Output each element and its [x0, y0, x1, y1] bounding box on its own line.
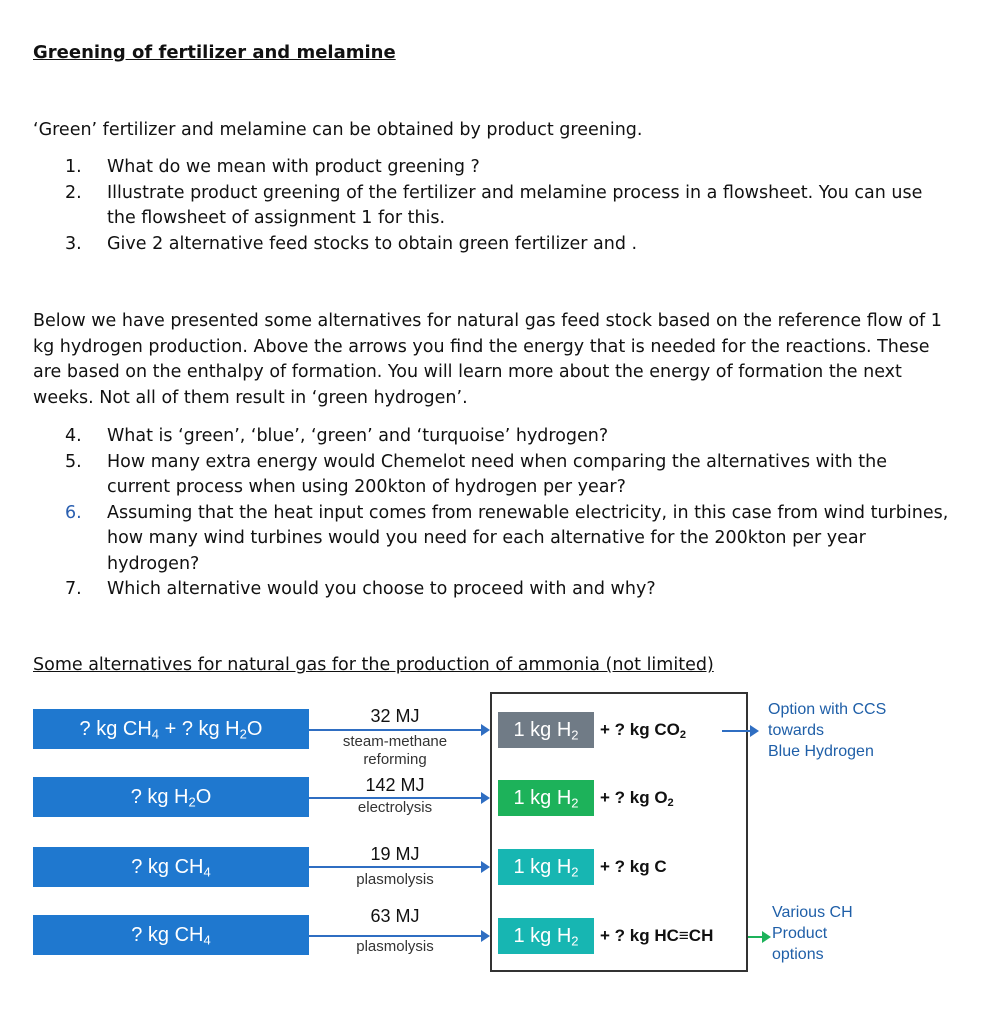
question-number: 3. [65, 233, 82, 254]
note-line: Option with CCS [768, 701, 887, 718]
hydrogen-tile [498, 712, 594, 748]
products-note [772, 902, 853, 965]
byproduct-text: + ? kg $CO_2$ [600, 720, 686, 741]
arrow-head-icon [481, 792, 490, 804]
hydrogen-label: 1 kg $H_2$ [513, 924, 579, 948]
hydrogen-label: 1 kg $H_2$ [513, 855, 579, 879]
feed-bar [33, 847, 309, 887]
hydrogen-label: 1 kg $H_2$ [513, 718, 579, 742]
byproduct-text: + ? kg C [600, 857, 667, 876]
process-label: plasmolysis [356, 871, 434, 888]
question-text: What do we mean with product greening ? [107, 157, 480, 177]
question-number: 6. [65, 502, 82, 523]
question-number: 2. [65, 182, 82, 203]
product-arrow-line [748, 936, 762, 938]
arrow-head-icon [750, 725, 759, 737]
feed-bar [33, 915, 309, 955]
note-line: Blue Hydrogen [768, 743, 874, 760]
note-line: Various CH [772, 904, 853, 921]
arrow-head-icon [481, 861, 490, 873]
note-line: options [772, 946, 824, 963]
question-text: What is ‘green’, ‘blue’, ‘green’ and ‘turquoise’ hydrogen? [107, 426, 609, 446]
question-text: Give 2 alternative feed stocks to obtain green fertilizer and . [107, 233, 638, 254]
alternatives-paragraph: Below we have presented some alternatives for natural gas feed stock based on the reference flow of 1 kg hydrogen production. Above the arrows you find the energy that is needed for the reactions. These are based on the enthalpy of formation. You will learn more about the energy of formation the next weeks. Not all of them result in ‘green hydrogen’. [33, 311, 942, 408]
flow-arrow-line [309, 729, 481, 731]
byproduct-label [600, 926, 713, 946]
note-line: Product [772, 925, 828, 942]
byproduct-text: + ? kg $O_2$ [600, 788, 674, 809]
intro-paragraph: ‘Green’ fertilizer and melamine can be obtained by product greening. [33, 120, 643, 140]
note-line: towards [768, 722, 825, 739]
feed-bar [33, 709, 309, 749]
feed-bar [33, 777, 309, 817]
feed-label: ? kg $CH_4$ + ? kg $H_2O$ [79, 717, 263, 741]
energy-label: 63 MJ [370, 906, 420, 926]
flow-arrow-line [309, 866, 481, 868]
process-label: steam-methane reforming [342, 733, 448, 768]
byproduct-label [600, 788, 674, 808]
process-label: plasmolysis [356, 938, 434, 955]
byproduct-text: + ? kg HC≡CH [600, 926, 714, 945]
hydrogen-label: 1 kg $H_2$ [513, 786, 579, 810]
question-number: 4. [65, 426, 82, 446]
page-title: Greening of fertilizer and melamine [33, 42, 396, 63]
question-number: 5. [65, 451, 82, 472]
process-label: electrolysis [357, 799, 433, 816]
byproduct-label [600, 857, 667, 877]
hydrogen-tile [498, 780, 594, 816]
energy-label: 32 MJ [370, 706, 420, 726]
ccs-arrow-line [722, 730, 750, 732]
flow-arrow-line [309, 935, 481, 937]
question-text: Assuming that the heat input comes from renewable electricity, in this case from wind turbines, how many wind turbines would you need for each alternative for the 200kton per year hydrogen? [107, 502, 949, 574]
feed-label: ? kg $H_2O$ [130, 785, 212, 809]
arrow-head-icon [762, 931, 771, 943]
ccs-note [768, 699, 886, 762]
question-text: Illustrate product greening of the fertilizer and melamine process in a flowsheet. You can use the flowsheet of assignment 1 for this. [107, 182, 923, 228]
feed-label: ? kg $CH_4$ [131, 923, 211, 947]
hydrogen-tile [498, 849, 594, 885]
diagram-subtitle: Some alternatives for natural gas for the production of ammonia (not limited) [33, 655, 714, 675]
feed-label: ? kg $CH_4$ [131, 855, 211, 879]
energy-label: 19 MJ [370, 844, 420, 864]
byproduct-label [600, 720, 686, 740]
question-text: How many extra energy would Chemelot need when comparing the alternatives with the current process when using 200kton of hydrogen per year? [107, 451, 888, 497]
question-text: Which alternative would you choose to proceed with and why? [107, 579, 656, 599]
question-number: 1. [65, 157, 82, 177]
arrow-head-icon [481, 930, 490, 942]
question-number: 7. [65, 579, 82, 599]
energy-label: 142 MJ [365, 775, 425, 795]
hydrogen-tile [498, 918, 594, 954]
arrow-head-icon [481, 724, 490, 736]
